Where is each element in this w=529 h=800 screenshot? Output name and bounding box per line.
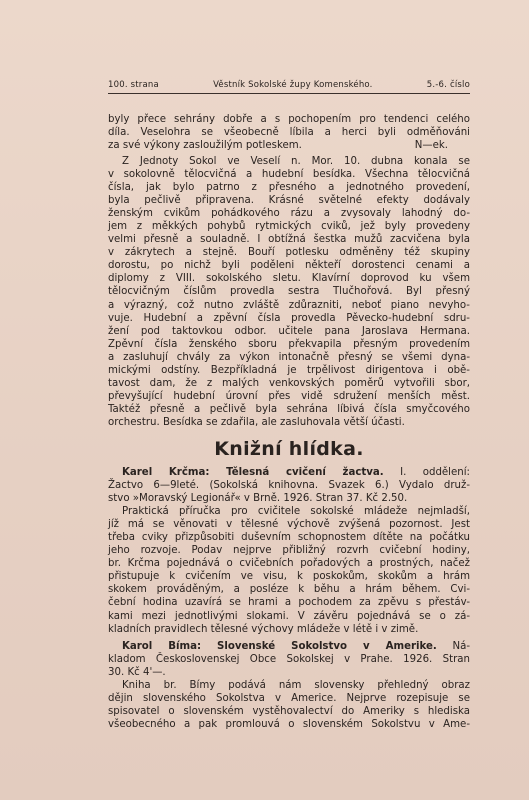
review-meta: Ná- bbox=[436, 641, 470, 652]
paragraph-continuation bbox=[108, 113, 470, 152]
text-line: a výrazný, což nutno zvláště zdůrazniti, neboť piano nevyho- bbox=[108, 299, 470, 311]
review-first-line bbox=[108, 640, 470, 653]
text-line: tavost dam, že z malých venkovských poměrů vytvořili sbor, bbox=[108, 377, 470, 389]
text-line: stvo »Moravský Legionář« v Brně. 1926. Stran 37. Kč 2.50. bbox=[108, 493, 408, 505]
text-line: převyšující hudební úrovní přes vidě sdružení menších měst. bbox=[108, 390, 470, 402]
text-line: byla pečlivě připravena. Krásné světelné efekty dodávaly bbox=[108, 195, 470, 207]
text-line: v zákrytech a stejně. Bouří potlesku odměněny též skupiny bbox=[108, 247, 470, 259]
signature: N—ek. bbox=[414, 140, 448, 152]
text-line: Žactvo 6—9leté. (Sokolská knihovna. Svazek 6.) Vydalo druž- bbox=[108, 480, 470, 492]
text-line: jem z měkkých pohybů rytmických cviků, jež byly provedeny bbox=[108, 221, 470, 233]
text-line: třeba cviky přizpůsobiti duševním schopnostem dítěte na počátku bbox=[108, 532, 470, 544]
issue-number: 5.-6. číslo bbox=[426, 80, 470, 90]
report-paragraph bbox=[108, 155, 470, 429]
text-line: kami mezi jednotlivými slokami. V závěru pojednává se o zá- bbox=[108, 610, 470, 622]
text-line: přistupuje k cvičením ve visu, k poskokům, skokům a hrám bbox=[108, 571, 470, 583]
review-meta: I. oddělení: bbox=[383, 467, 470, 478]
text-line: čísla, jak bylo patrno z přesného a jednotného provedení, bbox=[108, 182, 470, 194]
text-line: jíž má se věnovati v tělesné výchově zvýšená pozornost. Jest bbox=[108, 519, 470, 531]
review-first-line bbox=[108, 466, 470, 479]
text-line: tělocvičným číslům provedla sestra Tlučhořová. Byl přesný bbox=[108, 286, 470, 298]
text-line: všeobecného a pak promlouvá o slovenském Sokolstvu v Ame- bbox=[108, 719, 470, 731]
text-line: Z Jednoty Sokol ve Veselí n. Mor. 10. dubna konala se bbox=[122, 156, 470, 167]
book-review-1 bbox=[108, 466, 470, 636]
text-line: vuje. Hudební a zpěvní čísla provedla Pěvecko-hudební sdru- bbox=[108, 312, 470, 324]
review-author-title: Karel Krčma: Tělesná cvičení žactva. bbox=[122, 467, 384, 478]
text-line: skokem prováděným, a posléze k běhu a hrám během. Cvi- bbox=[108, 584, 470, 596]
text-line: kladom Československej Obce Sokolskej v Prahe. 1926. Stran bbox=[108, 654, 470, 666]
book-review-2 bbox=[108, 640, 470, 731]
text-line: ženským cvikům pohádkového rázu a zvysovaly lahodný do- bbox=[108, 208, 470, 220]
text-line: žení pod taktovkou odbor. učitele pana Jaroslava Hermana. bbox=[108, 325, 470, 337]
text-line: za své výkony zasloužilým potleskem. bbox=[108, 140, 302, 152]
section-heading: Knižní hlídka. bbox=[214, 438, 364, 460]
text-line: Zpěvní čísla ženského sboru překvapila přesným provedením bbox=[108, 338, 470, 350]
text-line: 30. Kč 4'—. bbox=[108, 667, 166, 679]
text-line: dorostu, po nichž byli poděleni někteří dorostenci cenami a bbox=[108, 260, 470, 272]
text-line: díla. Veselohra se všeobecně líbila a herci byli odměňováni bbox=[108, 127, 470, 139]
text-line: v sokolovně tělocvičná a hudební besídka. Všechna tělocvičná bbox=[108, 169, 470, 181]
text-line: spisovatel o slovenském vystěhovalectví do Ameriky s hlediska bbox=[108, 706, 470, 718]
text-line: Kniha br. Bímy podává nám slovensky přehledný obraz bbox=[122, 680, 470, 692]
text-line: mickými odstíny. Bezpříkladná je trpělivost dirigentova i obě- bbox=[108, 364, 470, 376]
page-number: 100. strana bbox=[108, 80, 159, 90]
text-line: diplomy z VIII. sokolského sletu. Klavírní doprovod ku všem bbox=[108, 273, 470, 285]
text-line: jeho rozvoje. Podav nejprve přibližný rozvrh cvičební hodiny, bbox=[108, 545, 470, 557]
text-line: br. Krčma pojednává o cvičebních pořadových a prostných, načež bbox=[108, 558, 470, 570]
text-line: velmi přesně a souladně. I obtížná šestka mužů zacvičena byla bbox=[108, 234, 470, 246]
text-line: Taktéž přesně a pečlivě byla sehrána líbivá čísla smyčcového bbox=[108, 403, 470, 415]
journal-title: Věstník Sokolské župy Komenského. bbox=[213, 80, 373, 90]
text-line-signature bbox=[108, 139, 470, 152]
text-line: čební hodina uzavírá se hrami a pochodem za zpěvu s přestáv- bbox=[108, 597, 470, 609]
running-header bbox=[108, 80, 470, 94]
text-line: kladních pravidlech tělesné výchovy mládeže v létě i v zimě. bbox=[108, 623, 419, 635]
text-line: a zasluhují chvály za výkon intonačně přesný se všemi dyna- bbox=[108, 351, 470, 363]
text-line: dějin slovenského Sokolstva v Americe. Nejprve rozepisuje se bbox=[108, 693, 470, 705]
text-line: Praktická příručka pro cvičitele sokolské mládeže nejmladší, bbox=[122, 506, 470, 518]
text-line: orchestru. Besídka se zdařila, ale zasluhovala větší účasti. bbox=[108, 416, 405, 428]
text-line: byly přece sehrány dobře a s pochopením pro tendenci celého bbox=[108, 114, 470, 125]
review-author-title: Karol Bíma: Slovenské Sokolstvo v Amerike. bbox=[122, 641, 437, 652]
